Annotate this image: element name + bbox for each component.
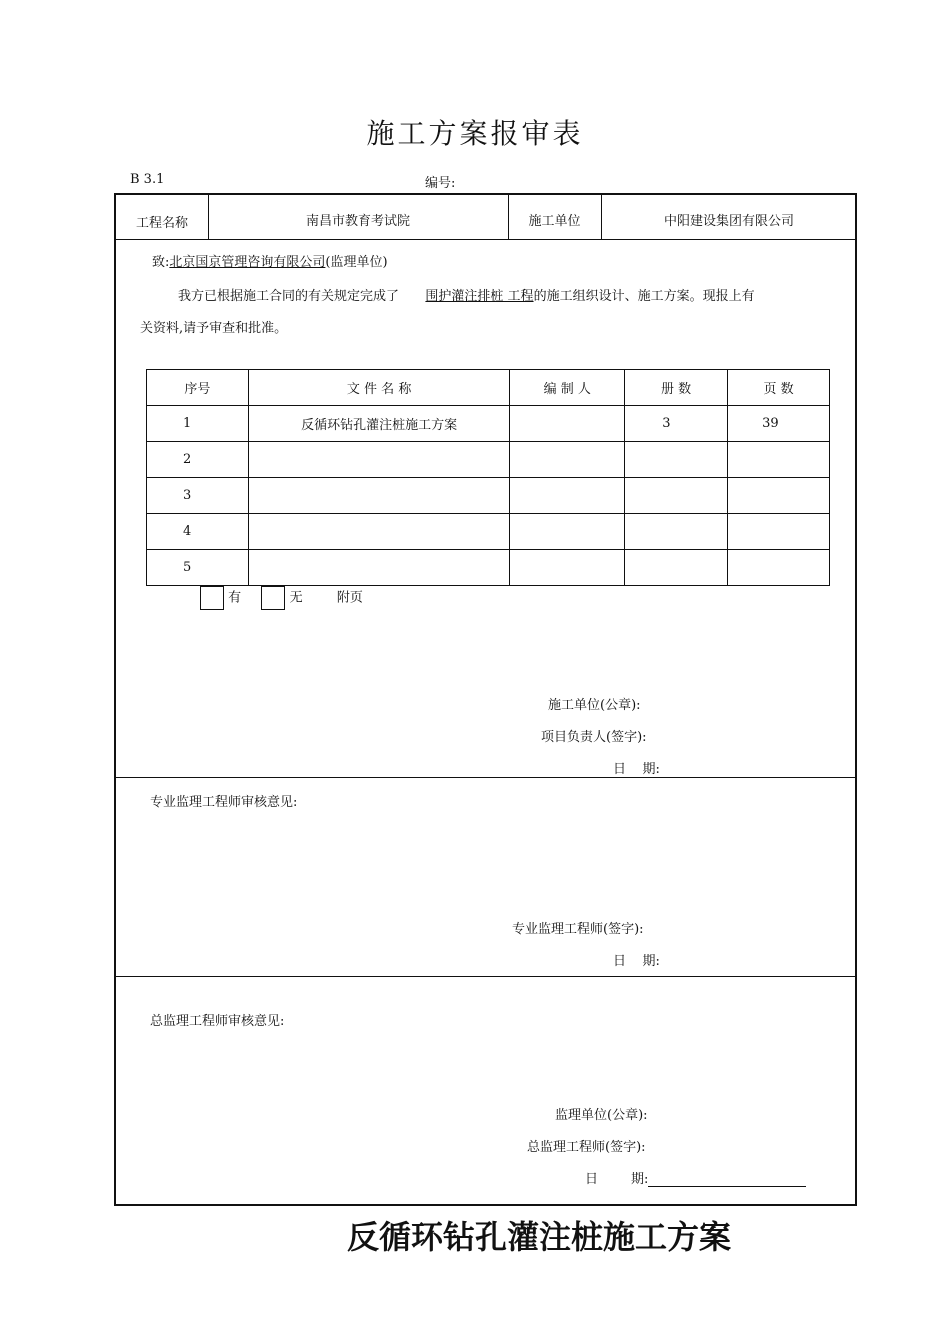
table-cell <box>625 442 728 478</box>
table-cell <box>728 442 830 478</box>
supervisor-seal-label: 监理单位(公章): <box>555 1108 648 1123</box>
project-name-label: 工程名称 <box>135 216 188 231</box>
table-cell <box>625 514 728 550</box>
chief-sign-label: 总监理工程师(签字): <box>527 1140 646 1155</box>
table-cell: 39 <box>728 406 830 442</box>
table-cell <box>625 550 728 586</box>
engineer-date-label: 日 期: <box>613 954 660 969</box>
table-row <box>147 550 830 586</box>
letter-body-line1 <box>178 285 755 304</box>
engineer-sign-label: 专业监理工程师(签字): <box>512 922 644 937</box>
chief-date-row <box>585 1168 806 1187</box>
project-manager-sign-label: 项目负责人(签字): <box>541 730 647 745</box>
supervisor-company: 北京国京管理咨询有限公司 <box>169 255 326 270</box>
contractor-date-label: 日 期: <box>613 762 660 777</box>
construction-unit-value: 中阳建设集团有限公司 <box>663 214 794 229</box>
table-cell: 5 <box>147 550 249 586</box>
table-row <box>147 442 830 478</box>
table-cell: 3 <box>625 406 728 442</box>
chief-opinion-title: 总监理工程师审核意见: <box>150 1014 285 1029</box>
project-name-value: 南昌市教育考试院 <box>305 214 410 229</box>
table-cell <box>510 550 625 586</box>
no-attachment-label: 无 <box>289 590 303 606</box>
document-heading: 反循环钻孔灌注桩施工方案 <box>346 1218 731 1256</box>
table-cell <box>728 478 830 514</box>
attachment-pages-label: 附页 <box>336 590 363 606</box>
letter-body-line2: 关资料,请予审查和批准。 <box>140 321 288 336</box>
has-attachment-checkbox[interactable] <box>200 586 224 610</box>
to-prefix: 致: <box>152 255 170 270</box>
table-cell <box>248 442 510 478</box>
addressee-line <box>152 251 388 270</box>
number-label: 编号: <box>425 176 456 191</box>
table-cell <box>248 550 510 586</box>
col-header: 编 制 人 <box>510 370 625 406</box>
chief-date-label: 日 期: <box>585 1172 649 1187</box>
col-header: 文 件 名 称 <box>248 370 510 406</box>
table-row <box>147 478 830 514</box>
project-scope: 围护灌注排桩 工程 <box>425 289 534 304</box>
table-cell <box>625 478 728 514</box>
table-cell <box>248 514 510 550</box>
form-code: B 3.1 <box>130 172 165 187</box>
attachment-row <box>200 586 363 610</box>
table-header-row <box>147 370 830 406</box>
table-cell <box>510 478 625 514</box>
table-row <box>147 514 830 550</box>
table-cell <box>728 550 830 586</box>
table-cell: 反循环钻孔灌注桩施工方案 <box>248 406 510 442</box>
divider <box>116 777 855 778</box>
table-cell <box>510 442 625 478</box>
col-header: 序号 <box>147 370 249 406</box>
table-row <box>147 406 830 442</box>
col-header: 册 数 <box>625 370 728 406</box>
construction-unit-label: 施工单位 <box>528 214 581 229</box>
table-cell: 2 <box>147 442 249 478</box>
table-cell <box>248 478 510 514</box>
table-cell <box>728 514 830 550</box>
divider <box>116 976 855 977</box>
to-suffix: (监理单位) <box>325 255 388 270</box>
engineer-opinion-title: 专业监理工程师审核意见: <box>150 795 298 810</box>
date-line <box>648 1172 806 1187</box>
divider <box>116 239 855 240</box>
letter-text: 我方已根据施工合同的有关规定完成了 <box>178 289 400 304</box>
table-cell <box>510 406 625 442</box>
col-header: 页 数 <box>728 370 830 406</box>
table-cell: 1 <box>147 406 249 442</box>
table-cell: 3 <box>147 478 249 514</box>
files-table <box>146 369 830 586</box>
table-cell: 4 <box>147 514 249 550</box>
no-attachment-checkbox[interactable] <box>261 586 285 610</box>
page-title: 施工方案报审表 <box>366 117 584 150</box>
has-attachment-label: 有 <box>228 590 242 606</box>
approval-form <box>114 193 857 1206</box>
letter-text: 的施工组织设计、施工方案。现报上有 <box>533 289 755 304</box>
contractor-seal-label: 施工单位(公章): <box>548 698 641 713</box>
table-cell <box>510 514 625 550</box>
